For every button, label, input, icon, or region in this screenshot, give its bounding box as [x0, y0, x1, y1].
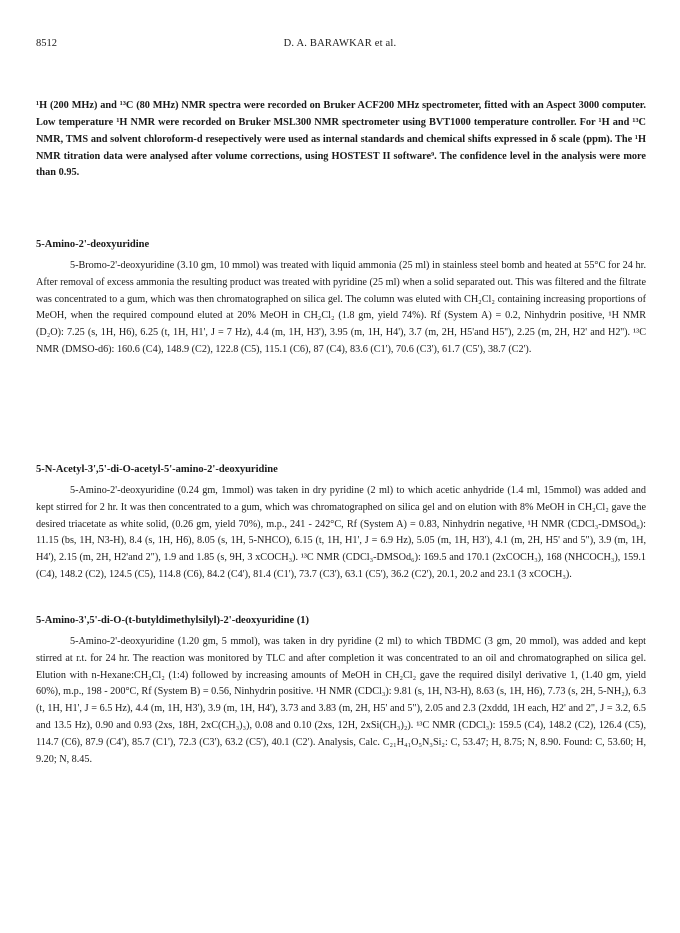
- section-title: 5-Amino-3',5'-di-O-(t-butyldimethylsilyl)-2'-deoxyuridine (1): [36, 615, 309, 626]
- section-disilyl-derivative: [36, 614, 646, 768]
- section-body: 5-Amino-2'-deoxyuridine (1.20 gm, 5 mmol), was taken in dry pyridine (2 ml) to which TBDMC (3 gm, 20 mmol), was added and kept stirred at r.t. for 24 hr. The reaction was monitored by TLC and after completion it was concentrated to an oil and chromatographed on silica gel. Elution with n-Hexane:CH₂Cl₂ (1:4) followed by increasing amounts of MeOH in CH₂Cl₂ gave the required disilyl derivative 1, (1.40 gm, yield 60%), m.p., 198 - 200°C, Rf (System B) = 0.56, Ninhydrin positive. ¹H NMR (CDCl₃): 9.81 (s, 1H, N3-H), 8.63 (s, 1H, H6), 7.73 (s, 2H, 5-NH₂), 6.3 (t, 1H, H1', J = 6.5 Hz), 4.4 (m, 1H, H3'), 3.9 (m, 1H, H4'), 3.73 and 3.83 (m, 2H, H5' and 5"), 2.05 and 2.3 (2xddd, 1H each, H2' and 2", J = 3.2, 6.5 and 13.5 Hz), 0.90 and 0.93 (2xs, 18H, 2xC(CH₃)₃), 0.08 and 0.10 (2xs, 12H, 2xSi(CH₃)₂). ¹³C NMR (CDCl₃): 159.5 (C4), 148.2 (C2), 126.4 (C5), 114.7 (C6), 87.9 (C4'), 85.7 (C1'), 72.3 (C3'), 63.2 (C5'), 40.1 (C2'). Analysis, Calc. C₂₁H₄₁O₅N₃Si₂: C, 53.47; H, 8.75; N, 8.90. Found: C, 53.60; H, 9.20; N, 8.45.: [36, 636, 646, 765]
- section-body: 5-Bromo-2'-deoxyuridine (3.10 gm, 10 mmol) was treated with liquid ammonia (25 ml) in stainless steel bomb and heated at 55°C for 24 hr. After removal of excess ammonia the resulting product was treated with pyridine (25 ml) when a solid separated out. This was filtered and the filtrate was concentrated to a gum, which was then chromatographed on silica gel. The column was eluted with CH₂Cl₂ containing increasing proportions of MeOH, when the required compound eluted at 20% MeOH in CH₂Cl₂ (1.8 gm, yield 74%). Rf (System A) = 0.2, Ninhydrin positive, ¹H NMR (D₂O): 7.25 (s, 1H, H6), 6.25 (t, 1H, H1', J = 7 Hz), 4.4 (m, 1H, H3'), 3.95 (m, 1H, H4'), 3.7 (m, 2H, H5'and H5''), 2.25 (m, 2H, H2' and H2''). ¹³C NMR (DMSO-d6): 160.6 (C4), 148.9 (C2), 122.8 (C5), 115.1 (C6), 87 (C4), 83.6 (C1'), 70.6 (C3'), 61.7 (C5'), 38.7 (C2').: [36, 260, 646, 355]
- intro-paragraph: ¹H (200 MHz) and ¹³C (80 MHz) NMR spectra were recorded on Bruker ACF200 MHz spectrometer, fitted with an Aspect 3000 computer. Low temperature ¹H NMR were recorded on Bruker MSL300 NMR spectrometer using BVT1000 temperature controller. For ¹H and ¹³C NMR, TMS and solvent chloroform-d resepectively were used as internal standards and chemical shifts expressed in δ scale (ppm). The ¹H NMR titration data were analysed after volume corrections, using HOSTEST II software⁹. The confidence level in the analysis were more than 0.95.: [36, 100, 646, 179]
- running-head: D. A. BARAWKAR et al.: [283, 38, 397, 49]
- page-number: 8512: [36, 38, 57, 49]
- section-title: 5-Amino-2'-deoxyuridine: [36, 239, 150, 250]
- section-triacetate: [36, 463, 646, 584]
- section-body: 5-Amino-2'-deoxyuridine (0.24 gm, 1mmol) was taken in dry pyridine (2 ml) to which acetic anhydride (1.4 ml, 15mmol) was added and kept stirred for 2 hr. It was then concentrated to a gum, which was chromatographed on silica gel and on elution with 8% MeOH in CH₂Cl₂ gave the desired triacetate as white solid, (0.26 gm, yield 70%), m.p., 241 - 242°C, Rf (System A) = 0.83, Ninhydrin negative, ¹H NMR (CDCl₃-DMSOd₆): 11.15 (bs, 1H, N3-H), 8.4 (s, 1H, H6), 8.05 (s, 1H, 5-NHCO), 6.15 (t, 1H, H1', J = 6.9 Hz), 5.05 (m, 1H, H3'), 4.1 (m, 2H, H5' and 5"), 3.9 (m, 1H, H4'), 2.15 (m, 2H, H2'and 2"), 1.9 and 1.85 (s, 9H, 3 xCOCH₃). ¹³C NMR (CDCl₃-DMSOd₆): 169.5 and 170.1 (2xCOCH₃), 168 (NHCOCH₃), 159.1 (C4), 148.2 (C2), 124.5 (C5), 114.8 (C6), 84.2 (C4'), 81.4 (C1'), 73.7 (C3'), 63.1 (C5'), 36.2 (C2'), 20.1, 20.2 and 23.1 (3 xCOCH₃).: [36, 485, 646, 580]
- section-5-amino-deoxyuridine: [36, 238, 646, 359]
- section-title: 5-N-Acetyl-3',5'-di-O-acetyl-5'-amino-2'-deoxyuridine: [36, 464, 278, 475]
